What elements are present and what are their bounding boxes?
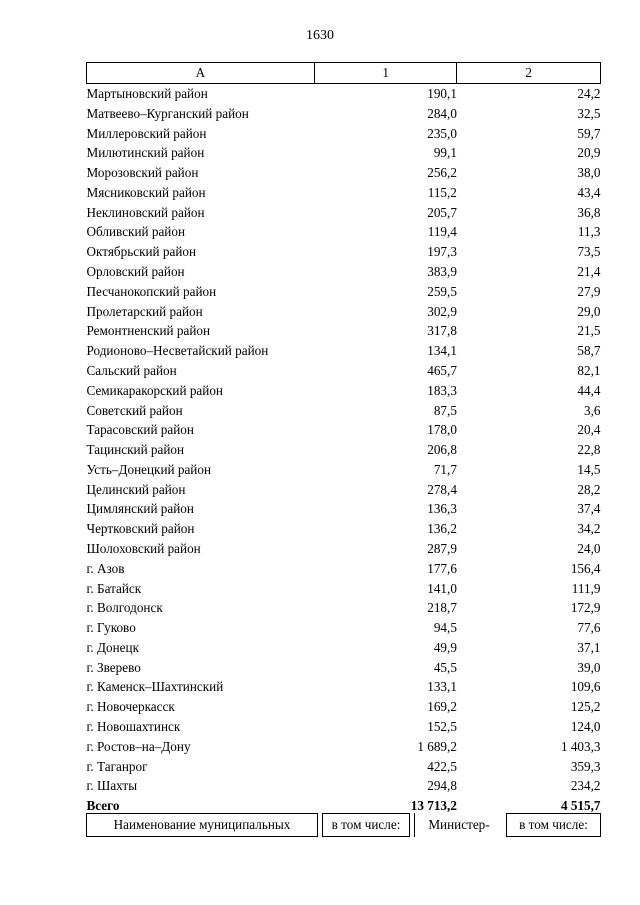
next-header-ministry: Министер- — [414, 813, 503, 837]
table-row — [87, 401, 601, 421]
row-name: г. Ростов–на–Дону — [86, 738, 191, 754]
table-row — [87, 163, 601, 183]
table-row — [87, 519, 601, 539]
row-value-1: 422,5 — [427, 758, 457, 774]
row-value-1: 205,7 — [427, 204, 457, 220]
row-value-1: 152,5 — [427, 719, 457, 734]
row-name: Орловский район — [86, 264, 185, 280]
table-row — [87, 361, 601, 381]
row-name: г. Шахты — [86, 778, 138, 794]
row-name: г. Новошахтинск — [86, 719, 181, 734]
row-value-1: 278,4 — [427, 481, 457, 497]
row-name: г. Волгодонск — [86, 600, 163, 616]
row-value-2: 22,8 — [577, 442, 601, 458]
row-name: Песчанокопский район — [86, 283, 217, 299]
row-value-2: 28,2 — [577, 481, 601, 497]
row-value-2: 234,2 — [570, 778, 601, 794]
row-name: Морозовский район — [86, 165, 199, 181]
table-row — [87, 381, 601, 401]
row-name: Шолоховский район — [86, 540, 201, 556]
row-value-2: 58,7 — [577, 343, 601, 359]
row-value-2: 20,9 — [577, 145, 601, 161]
row-value-1: 87,5 — [433, 402, 457, 418]
table-row — [87, 124, 601, 144]
table-row — [87, 460, 601, 480]
table-row — [87, 302, 601, 322]
table-row — [87, 737, 601, 757]
header-col-a: А — [87, 63, 315, 84]
table-row — [87, 203, 601, 223]
table-row — [87, 598, 601, 618]
header-col-2: 2 — [457, 63, 601, 84]
total-value-1: 13 713,2 — [410, 798, 457, 814]
row-value-1: 197,3 — [427, 244, 457, 260]
row-value-2: 156,4 — [570, 560, 601, 576]
row-name: Тарасовский район — [86, 422, 194, 438]
table-row — [87, 776, 601, 796]
row-name: г. Зверево — [86, 659, 141, 675]
row-value-2: 20,4 — [577, 422, 601, 438]
table-row — [87, 697, 601, 717]
row-name: Неклиновский район — [86, 204, 205, 220]
row-name: Матвеево–Курганский район — [86, 105, 249, 121]
row-value-2: 14,5 — [577, 461, 601, 477]
next-header-including-2: в том числе: — [506, 813, 601, 837]
row-value-1: 49,9 — [433, 639, 457, 655]
row-value-1: 177,6 — [427, 560, 457, 576]
table-row — [87, 539, 601, 559]
table-row — [87, 104, 601, 124]
table-row — [87, 579, 601, 599]
table-header-row — [87, 63, 601, 84]
row-value-2: 32,5 — [577, 105, 601, 121]
row-value-1: 256,2 — [427, 165, 457, 181]
row-value-2: 109,6 — [570, 679, 601, 695]
row-name: Мясниковский район — [86, 184, 206, 200]
row-name: Милютинский район — [86, 145, 205, 161]
row-value-1: 141,0 — [427, 580, 457, 596]
row-value-1: 235,0 — [427, 125, 457, 141]
table-row — [87, 242, 601, 262]
row-value-2: 1 403,3 — [560, 738, 601, 754]
row-value-1: 178,0 — [427, 422, 457, 438]
row-value-2: 59,7 — [577, 125, 601, 141]
row-value-2: 124,0 — [570, 719, 601, 734]
row-name: г. Азов — [86, 560, 125, 576]
row-value-2: 77,6 — [577, 620, 601, 636]
next-header-including-1: в том числе: — [322, 813, 410, 837]
row-value-2: 34,2 — [577, 521, 601, 537]
row-value-1: 206,8 — [427, 442, 457, 458]
row-value-1: 45,5 — [433, 659, 457, 675]
row-value-2: 36,8 — [577, 204, 601, 220]
row-value-2: 172,9 — [570, 600, 601, 616]
row-value-1: 294,8 — [427, 778, 457, 794]
row-name: г. Таганрог — [86, 758, 148, 774]
table-row — [87, 84, 601, 104]
row-value-2: 44,4 — [577, 382, 601, 398]
row-name: г. Донецк — [86, 639, 139, 655]
row-value-1: 94,5 — [433, 620, 457, 636]
row-value-1: 136,3 — [427, 501, 457, 517]
row-name: Ремонтненский район — [86, 323, 211, 339]
row-value-1: 1 689,2 — [417, 738, 457, 754]
row-name: Усть–Донецкий район — [86, 461, 212, 477]
row-value-1: 259,5 — [427, 283, 457, 299]
row-value-2: 29,0 — [577, 303, 601, 319]
table-row — [87, 480, 601, 500]
row-value-2: 3,6 — [584, 402, 601, 418]
row-name: Родионово–Несветайский район — [86, 343, 269, 359]
row-name: Советский район — [86, 402, 183, 418]
table-row — [87, 638, 601, 658]
row-value-2: 37,1 — [577, 639, 601, 655]
row-name: Пролетарский район — [86, 303, 203, 319]
row-value-2: 11,3 — [577, 224, 601, 240]
row-value-1: 134,1 — [427, 343, 457, 359]
row-value-1: 317,8 — [427, 323, 457, 339]
next-header-municipal-name: Наименование муниципальных — [86, 813, 318, 837]
row-value-2: 43,4 — [577, 184, 601, 200]
table-row — [87, 143, 601, 163]
row-value-1: 99,1 — [433, 145, 457, 161]
page-number: 1630 — [306, 28, 334, 43]
table-row — [87, 341, 601, 361]
row-value-1: 190,1 — [427, 86, 457, 101]
row-value-2: 111,9 — [571, 580, 601, 596]
row-value-2: 38,0 — [577, 165, 601, 181]
row-value-1: 465,7 — [427, 362, 457, 378]
row-value-2: 359,3 — [570, 758, 601, 774]
table-row — [87, 222, 601, 242]
row-name: Чертковский район — [86, 521, 195, 537]
row-value-1: 136,2 — [427, 521, 457, 537]
table-row — [87, 499, 601, 519]
row-value-1: 284,0 — [427, 105, 457, 121]
row-value-2: 37,4 — [577, 501, 601, 517]
row-value-2: 24,2 — [577, 86, 601, 101]
table-row — [87, 618, 601, 638]
row-value-1: 133,1 — [427, 679, 457, 695]
row-name: Миллеровский район — [86, 125, 207, 141]
row-value-1: 169,2 — [427, 699, 457, 715]
table-row — [87, 717, 601, 737]
row-value-1: 115,2 — [427, 184, 457, 200]
row-value-1: 71,7 — [433, 461, 457, 477]
row-name: Сальский район — [86, 362, 177, 378]
row-name: г. Батайск — [86, 580, 142, 596]
row-value-1: 183,3 — [427, 382, 457, 398]
table-row — [87, 757, 601, 777]
table-row — [87, 440, 601, 460]
row-name: Целинский район — [86, 481, 186, 497]
table-row — [87, 183, 601, 203]
row-value-2: 125,2 — [570, 699, 601, 715]
table-row — [87, 658, 601, 678]
table-row — [87, 282, 601, 302]
row-name: Тацинский район — [86, 442, 185, 458]
table-row — [87, 559, 601, 579]
total-value-2: 4 515,7 — [560, 798, 601, 814]
row-value-2: 24,0 — [577, 540, 601, 556]
table-row — [87, 321, 601, 341]
row-value-2: 73,5 — [577, 244, 601, 260]
table-row — [87, 677, 601, 697]
row-value-2: 39,0 — [577, 659, 601, 675]
row-value-1: 218,7 — [427, 600, 457, 616]
row-name: г. Новочеркасск — [86, 699, 175, 715]
row-name: г. Каменск–Шахтинский — [86, 679, 224, 695]
row-name: Обливский район — [86, 224, 186, 240]
row-name: Октябрьский район — [86, 244, 197, 260]
row-name: Семикаракорский район — [86, 382, 223, 398]
table-row — [87, 420, 601, 440]
data-table — [86, 62, 601, 816]
row-value-1: 383,9 — [427, 264, 457, 280]
row-value-1: 119,4 — [427, 224, 457, 240]
row-name: Цимлянский район — [86, 501, 194, 517]
row-value-2: 21,5 — [577, 323, 601, 339]
header-col-1: 1 — [314, 63, 457, 84]
row-value-2: 21,4 — [577, 264, 601, 280]
table-row — [87, 262, 601, 282]
row-value-2: 82,1 — [577, 362, 601, 378]
row-value-2: 27,9 — [577, 283, 601, 299]
row-name: Мартыновский район — [86, 86, 208, 101]
total-label: Всего — [86, 798, 120, 814]
row-name: г. Гуково — [86, 620, 136, 636]
row-value-1: 302,9 — [427, 303, 457, 319]
row-value-1: 287,9 — [427, 540, 457, 556]
